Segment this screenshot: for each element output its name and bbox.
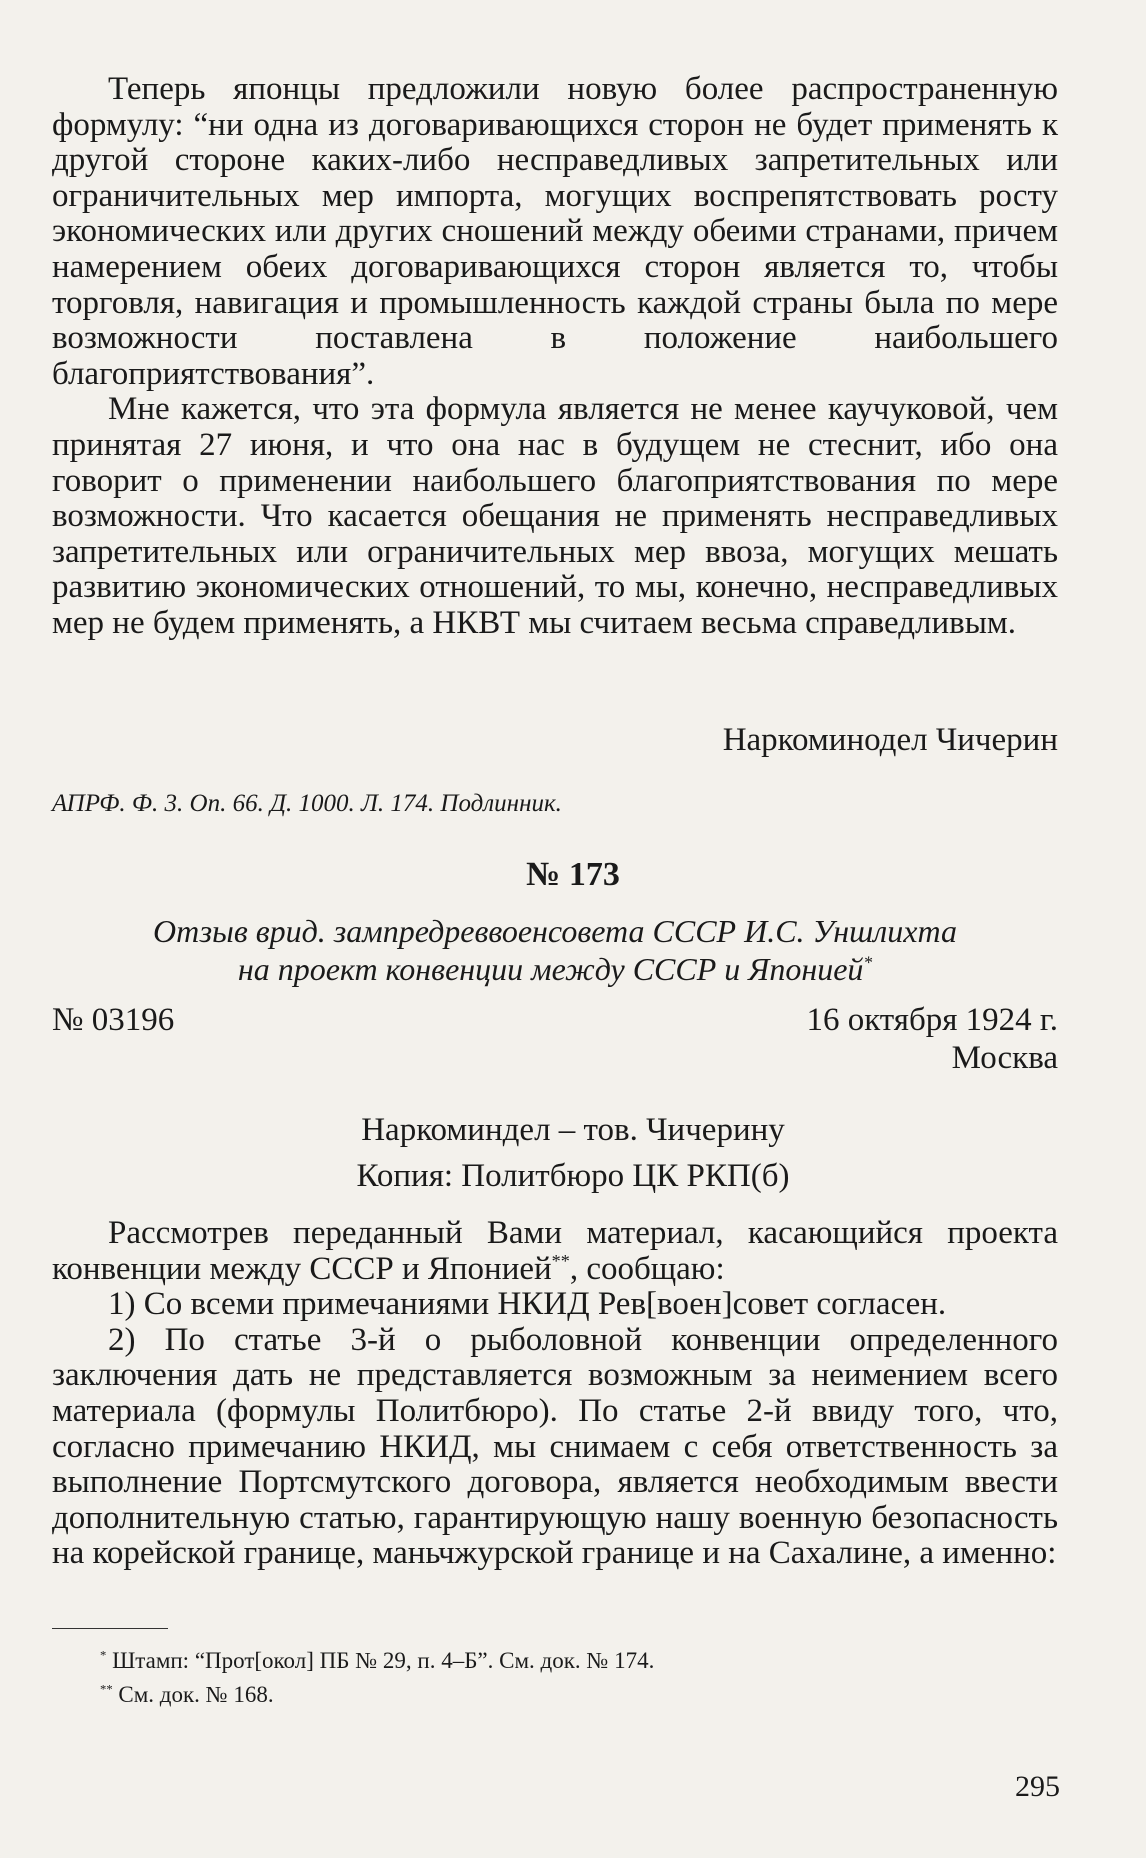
document-title-line-1: Отзыв врид. зампредреввоенсовета СССР И.С. Уншлихта: [153, 913, 957, 949]
body-footnote-mark: **: [551, 1250, 570, 1271]
footnote-1: [100, 1648, 654, 1674]
body-paragraph-1-text: Рассмотрев переданный Вами материал, касающийся проекта конвенции между СССР и Японией: [52, 1215, 1058, 1287]
paragraph-1: Теперь японцы предложили новую более распространенную формулу: “ни одна из договаривающихся сторон не будет применять к другой стороне каких-либо несправедливых запретительных или ограничительных мер импорта, могущих воспрепятствовать росту экономических или других сношений между обеими странами, причем намерением обеих договаривающихся сторон является то, чтобы торговля, навигация и промышленность каждой страны была по мере возможности поставлена в положение наибольшего благоприятствования”.: [52, 71, 1058, 392]
paragraph-2: Мне кажется, что эта формула является не менее каучуковой, чем принятая 27 июня, и что она нас в будущем не стеснит, ибо она говорит о применении наибольшего благоприятствования по мере возможности. Что касается обещания не применять несправедливых запретительных или ограничительных мер ввоза, могущих мешать развитию экономических отношений, то мы, конечно, несправедливых мер не будем применять, а НКВТ мы считаем весьма справедливым.: [52, 391, 1058, 641]
document-number: № 173: [526, 856, 620, 893]
body-paragraph-1-end: , сообщаю:: [569, 1250, 725, 1287]
signature: Наркоминодел Чичерин: [722, 722, 1058, 758]
document-place: Москва: [951, 1040, 1058, 1076]
archive-source-note: АПРФ. Ф. 3. Оп. 66. Д. 1000. Л. 174. Подлинник.: [52, 790, 562, 817]
title-footnote-mark: *: [863, 952, 873, 973]
copy-recipient: Копия: Политбюро ЦК РКП(б): [356, 1158, 790, 1194]
continuation-text: [52, 72, 1058, 642]
document-date: 16 октября 1924 г.: [806, 1002, 1058, 1038]
page-number: 295: [1015, 1770, 1060, 1803]
body-item-1: 1) Со всеми примечаниями НКИД Рев[воен]совет согласен.: [108, 1286, 947, 1323]
document-title: [52, 912, 1058, 988]
footnote-2-text: См. док. № 168.: [112, 1682, 274, 1707]
footnote-2: [100, 1682, 274, 1708]
footnote-divider: [52, 1628, 168, 1629]
footnote-2-mark: **: [100, 1682, 113, 1697]
footnote-1-text: Штамп: “Прот[окол] ПБ № 29, п. 4–Б”. См. док. № 174.: [106, 1648, 655, 1673]
outgoing-number: № 03196: [52, 1002, 175, 1038]
body-paragraph-1: [52, 1216, 1058, 1287]
footnote-1-mark: *: [100, 1648, 107, 1663]
addressee: Наркоминдел – тов. Чичерину: [361, 1112, 785, 1148]
body-item-2: 2) По статье 3-й о рыболовной конвенции определенного заключения дать не представляется возможным за неимением всего материала (формулы Политбюро). По статье 2-й ввиду того, что, согласно примечанию НКИД, мы снимаем с себя ответственность за выполнение Портсмутского договора, является необходимым ввести дополнительную статью, гарантирующую нашу военную безопасность на корейской границе, маньчжурской границе и на Сахалине, а именно:: [52, 1321, 1058, 1572]
document-body: [52, 1216, 1058, 1572]
document-title-line-2-text: на проект конвенции между СССР и Японией: [237, 951, 864, 987]
document-title-line-2: [52, 950, 1058, 988]
